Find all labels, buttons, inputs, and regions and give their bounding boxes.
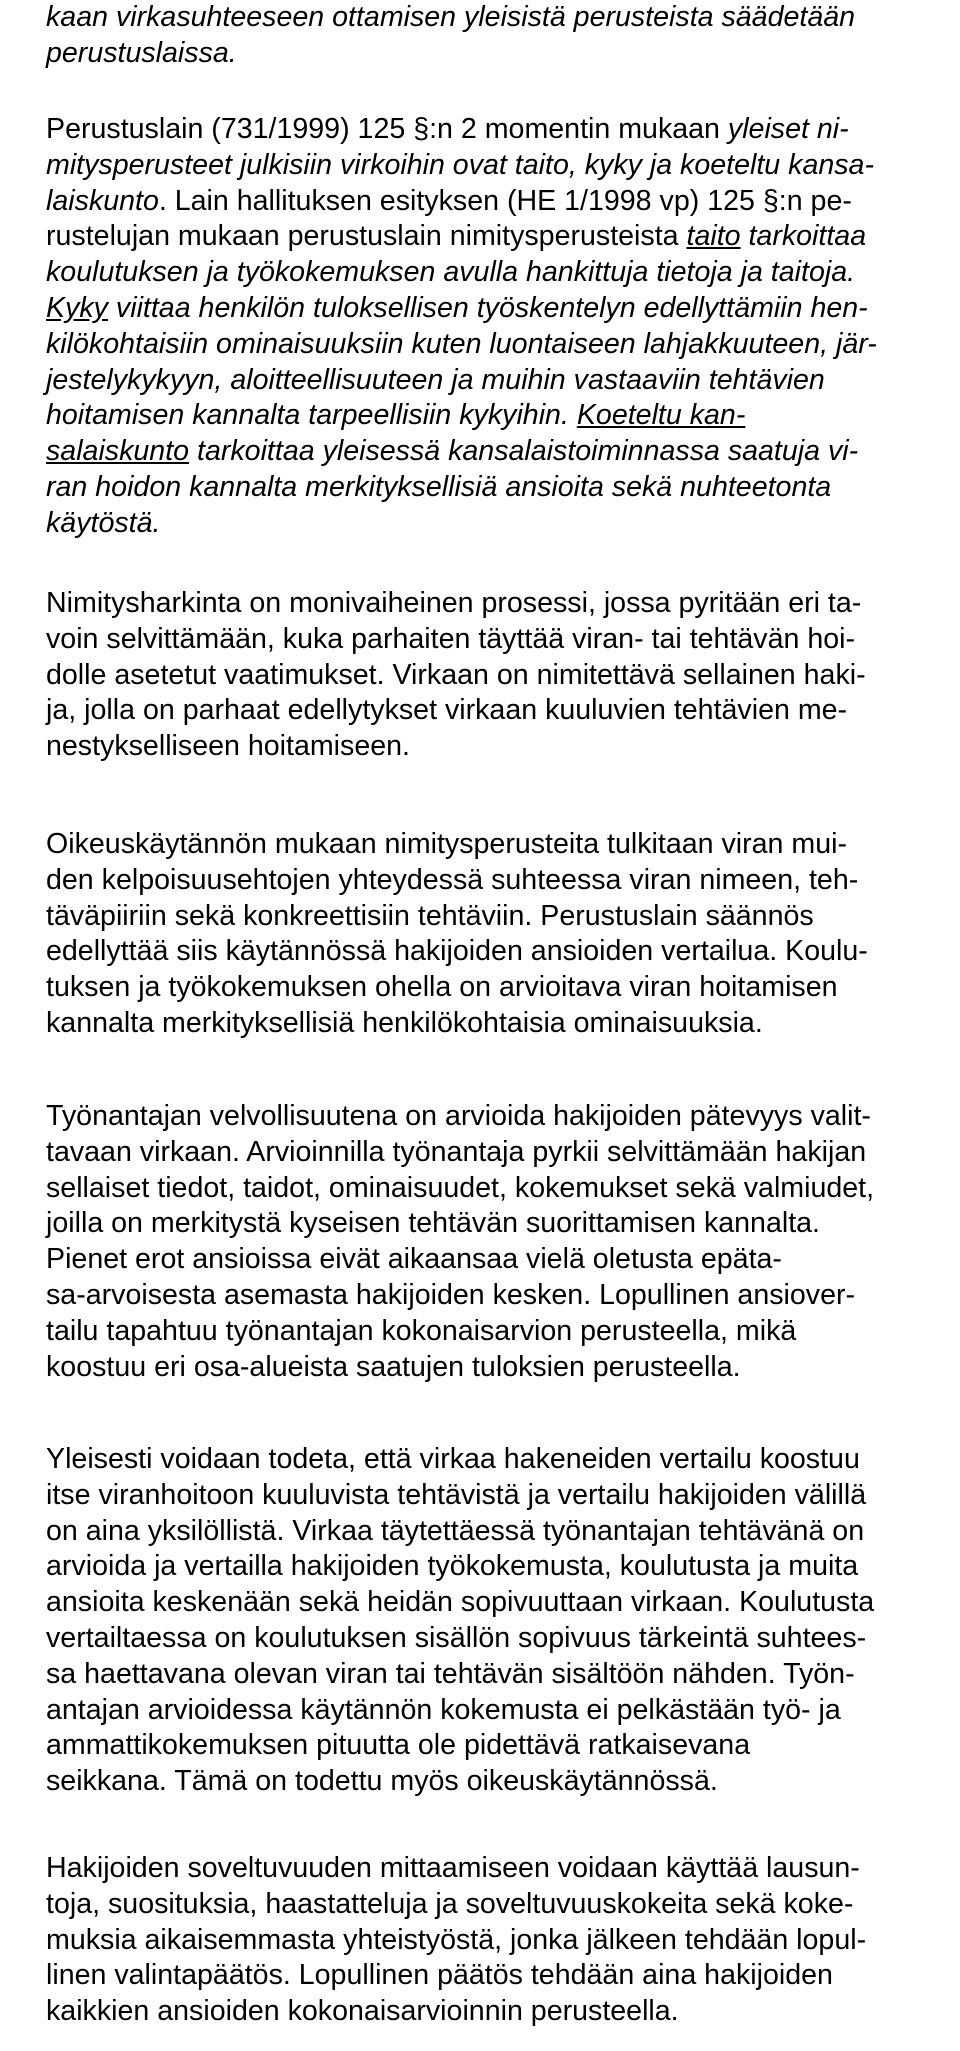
text-run: sa-arvoisesta asemasta hakijoiden kesken. Lopullinen ansiover- (46, 1278, 856, 1311)
paragraph (46, 1851, 866, 2030)
text-line (46, 184, 877, 220)
text-line (46, 1764, 874, 1800)
paragraph (46, 112, 877, 542)
text-run: tarkoittaa yleisessä kansalaistoiminnassa saatuja vi- (189, 435, 859, 468)
text-run: salaiskunto (46, 435, 190, 468)
paragraph (46, 0, 855, 72)
text-run: seikkana. Tämä on todettu myös oikeuskäytännössä. (46, 1765, 718, 1798)
text-run: kaan virkasuhteeseen ottamisen yleisistä perusteista säädetään (46, 1, 856, 33)
text-run: ammattikokemuksen pituutta ole pidettävä ratkaisevana (46, 1729, 751, 1762)
text-run: Kyky (46, 291, 108, 324)
text-line (46, 1994, 866, 2030)
text-line (46, 291, 877, 327)
text-line (46, 1350, 874, 1386)
text-line (46, 1549, 874, 1585)
text-run: vertailtaessa on koulutuksen sisällön sopivuus tärkeintä suhtees- (46, 1621, 867, 1654)
text-run: joilla on merkitystä kyseisen tehtävän suorittamisen kannalta. (46, 1207, 820, 1240)
text-run: voin selvittämään, kuka parhaiten täyttää viran- tai tehtävän hoi- (46, 622, 856, 655)
text-run: arvioida ja vertailla hakijoiden työkokemusta, koulutusta ja muita (46, 1550, 859, 1583)
text-run: perustuslaissa. (46, 36, 237, 69)
text-line (46, 1923, 866, 1959)
text-line (46, 219, 877, 255)
text-run: toja, suosituksia, haastatteluja ja soveltuvuuskokeita sekä koke- (46, 1887, 854, 1920)
text-line (46, 398, 877, 434)
text-run: linen valintapäätös. Lopullinen päätös tehdään aina hakijoiden (46, 1959, 833, 1992)
text-line (46, 1206, 874, 1242)
text-line (46, 693, 866, 729)
paragraph (46, 586, 866, 765)
text-run (569, 399, 577, 431)
text-run: sellaiset tiedot, taidot, ominaisuudet, kokemukset sekä valmiudet, (46, 1171, 875, 1204)
text-run: tailu tapahtuu työnantajan kokonaisarvion perusteella, mikä (46, 1314, 797, 1347)
text-run: jestelykykyyn, aloitteellisuuteen ja muihin vastaaviin tehtävien (46, 363, 825, 396)
text-line (46, 1514, 874, 1550)
text-run: Perustuslain (731/1999) 125 §:n 2 momentin mukaan (46, 113, 728, 145)
paragraph (46, 827, 868, 1042)
text-line (46, 729, 866, 765)
text-run: viittaa henkilön tuloksellisen työskentelyn edellyttämiin hen- (107, 291, 868, 324)
text-run: tavaan virkaan. Arvioinnilla työnantaja pyrkii selvittämään hakijan (46, 1135, 867, 1168)
text-run: ja, jolla on parhaat edellytykset virkaan kuuluvien tehtävien me- (46, 694, 848, 727)
text-run: Oikeuskäytännön mukaan nimitysperusteita tulkitaan viran mui- (46, 828, 848, 860)
text-run: hoitamisen kannalta tarpeellisiin kykyihin. (46, 399, 569, 432)
text-run: on aina yksilöllistä. Virkaa täytettäessä työnantajan tehtävänä on (46, 1514, 865, 1547)
text-line (46, 934, 868, 970)
text-line (46, 1621, 874, 1657)
text-line (46, 1851, 866, 1887)
text-line (46, 1135, 874, 1171)
text-line (46, 827, 868, 863)
text-run: itse viranhoitoon kuuluvista tehtävistä ja vertailu hakijoiden välillä (46, 1478, 867, 1511)
text-line (46, 1958, 866, 1994)
text-run: muksia aikaisemmasta yhteistyöstä, jonka jälkeen tehdään lopul- (46, 1923, 867, 1956)
text-run: laiskunto (46, 184, 159, 217)
text-line (46, 1314, 874, 1350)
text-line (46, 36, 855, 72)
text-line (46, 1099, 874, 1135)
text-run: kannalta merkityksellisiä henkilökohtaisia ominaisuuksia. (46, 1006, 763, 1039)
text-line (46, 1728, 874, 1764)
paragraph (46, 1099, 874, 1385)
text-run: nestykselliseen hoitamiseen. (46, 730, 410, 763)
text-line (46, 363, 877, 399)
text-run: . Lain hallituksen esityksen (HE 1/1998 vp) 125 §:n pe- (158, 184, 852, 217)
text-run: Työnantajan velvollisuutena on arvioida hakijoiden pätevyys valit- (46, 1100, 871, 1132)
text-run: täväpiiriin sekä konkreettisiin tehtäviin. Perustuslain säännös (46, 899, 814, 932)
text-run: tuksen ja työkokemuksen ohella on arvioitava viran hoitamisen (46, 971, 838, 1004)
text-line (46, 863, 868, 899)
text-run: edellyttää siis käytännössä hakijoiden ansioiden vertailua. Koulu- (46, 935, 868, 968)
text-line (46, 470, 877, 506)
text-run: antajan arvioidessa käytännön kokemusta ei pelkästään työ- ja (46, 1693, 841, 1726)
paragraph (46, 1442, 874, 1800)
text-line (46, 1585, 874, 1621)
text-line (46, 658, 866, 694)
text-run: Pienet erot ansioissa eivät aikaansaa vielä oletusta epäta- (46, 1243, 782, 1276)
text-run: ansioita keskenään sekä heidän sopivuuttaan virkaan. Koulutusta (46, 1586, 875, 1619)
text-run: mitysperusteet julkisiin virkoihin ovat taito, kyky ja koeteltu kansa- (46, 148, 874, 181)
text-run: kilökohtaisiin ominaisuuksiin kuten luontaiseen lahjakkuuteen, jär- (46, 327, 877, 360)
text-line (46, 1442, 874, 1478)
text-run: käytöstä. (46, 506, 161, 539)
text-run: sa haettavana olevan viran tai tehtävän sisältöön nähden. Työn- (46, 1657, 855, 1690)
text-run: ran hoidon kannalta merkityksellisiä ansioita sekä nuhteetonta (46, 470, 832, 503)
text-line (46, 327, 877, 363)
text-line (46, 1242, 874, 1278)
text-line (46, 970, 868, 1006)
text-run: Koeteltu kan- (576, 399, 746, 432)
text-line (46, 586, 866, 622)
text-run: dolle asetetut vaatimukset. Virkaan on nimitettävä sellainen haki- (46, 658, 866, 691)
text-line (46, 255, 877, 291)
text-run: Nimitysharkinta on monivaiheinen prosessi, jossa pyritään eri ta- (46, 587, 862, 619)
text-line (46, 622, 866, 658)
text-line (46, 1693, 874, 1729)
text-line (46, 434, 877, 470)
text-line (46, 1171, 874, 1207)
text-run: tarkoittaa (740, 220, 867, 253)
text-run: kaikkien ansioiden kokonaisarvioinnin perusteella. (46, 1995, 679, 2028)
text-line (46, 506, 877, 542)
text-line (46, 112, 877, 148)
text-line (46, 1006, 868, 1042)
text-run: rustelujan mukaan perustuslain nimitysperusteista (46, 220, 687, 253)
text-run: yleiset ni- (727, 113, 849, 145)
text-run: koostuu eri osa-alueista saatujen tuloksien perusteella. (46, 1350, 741, 1383)
text-run: Hakijoiden soveltuvuuden mittaamiseen voidaan käyttää lausun- (46, 1852, 860, 1884)
text-line (46, 1278, 874, 1314)
text-line (46, 148, 877, 184)
text-run: taito (686, 220, 741, 253)
text-run: koulutuksen ja työkokemuksen avulla hankittuja tietoja ja taitoja. (46, 256, 856, 289)
text-line (46, 1478, 874, 1514)
text-run: den kelpoisuusehtojen yhteydessä suhteessa viran nimeen, teh- (46, 863, 859, 896)
text-line (46, 899, 868, 935)
text-run: Yleisesti voidaan todeta, että virkaa hakeneiden vertailu koostuu (46, 1443, 860, 1475)
text-line (46, 0, 855, 36)
text-line (46, 1887, 866, 1923)
text-line (46, 1657, 874, 1693)
